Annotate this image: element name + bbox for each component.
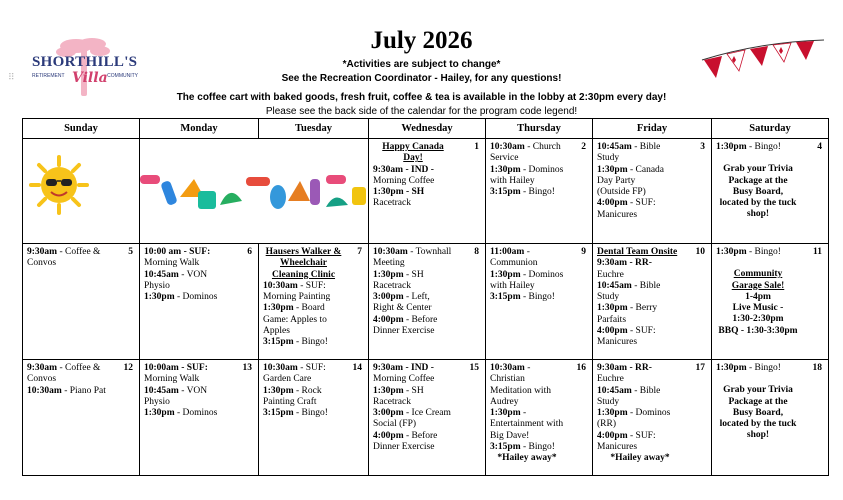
activity-text: - Church [524,142,561,152]
day-number: 12 [123,363,133,373]
activity-time: 1:30pm [373,269,404,280]
activity-text: - Canada [627,164,665,175]
activity-text: - Bingo! [746,142,781,152]
day-number: 1 [474,142,479,152]
event-header: Community [733,269,783,280]
activity-text: - Bible [631,142,661,152]
event-header: Dental Team Onsite [597,247,678,257]
activity-text: - SUF: [627,430,656,441]
day-number: 4 [817,142,822,152]
day-cell [593,244,712,360]
day-number: 2 [581,142,586,152]
activity-text: - Before [403,314,438,325]
activity-text: Parfaits [597,314,627,325]
away-note: *Hailey away* [610,453,670,464]
activity-text: Christian [490,374,525,385]
day-cell [712,360,829,476]
activity-time: 10:45am [597,385,632,396]
activity-time: 3:15pm [263,337,294,348]
activity-text: (RR) [597,419,616,430]
activity-time: 10:00 am - SUF: [144,247,211,257]
trivia-note: shop! [746,430,770,441]
activity-text: - Bingo! [293,337,328,348]
day-number: 14 [352,363,362,373]
day-number: 16 [576,363,586,373]
activity-text: Physio [144,396,170,407]
activity-text: Manicures [597,442,638,453]
activity-time: 9:30am - IND - [373,164,434,175]
day-cell [369,244,486,360]
activity-text: - VON [178,385,208,396]
activity-time: 3:15pm [490,442,521,453]
activity-time: 10:45am [144,269,179,280]
activity-time: 3:00pm [373,408,404,419]
activity-text: Convos [27,374,57,385]
activity-text: with Hailey [490,280,535,291]
activity-text: Manicures [597,337,638,348]
activity-text: Communion [490,258,538,269]
day-cell [486,360,593,476]
trivia-note: Grab your Trivia [723,385,793,396]
activity-text: - Piano Pat [61,385,106,396]
activity-text: Service [490,153,519,164]
trivia-note: Package at the [728,175,788,186]
activity-text: Physio [144,280,170,291]
trivia-note: located by the tuck [719,419,797,430]
activity-text: - Townhall [407,247,452,257]
weekday-header-row [23,119,829,139]
activity-time: 10:30am [490,142,525,152]
day-cell-empty [23,139,140,244]
trivia-note: shop! [746,209,770,220]
day-cell [712,139,829,244]
activity-text: Morning Coffee [373,175,435,186]
activity-time: 10:30am [27,385,62,396]
day-number: 5 [128,247,133,257]
activity-text: - [524,247,530,257]
activity-text: - Before [403,430,438,441]
activity-text: - [520,408,527,419]
activity-time: 10:30am [490,363,525,373]
activity-text: - Dominos [627,408,671,419]
subtitle-change: *Activities are subject to change* [342,59,501,70]
activity-text: - Dominos [174,408,218,419]
day-number: 7 [357,247,362,257]
activity-text: Day Party [597,175,636,186]
activity-text: - Left, [403,292,430,303]
trivia-note: located by the tuck [719,198,797,209]
event-header: Hausers Walker & Wheelchair Cleaning Clinic [265,247,342,280]
activity-time: 1:30pm [490,164,521,175]
activity-time: 10:45am [597,280,632,291]
activity-text: - SUF: [297,363,326,373]
activity-text: - SH [403,385,424,396]
day-number: 18 [812,363,822,373]
day-number: 8 [474,247,479,257]
subtitle-coordinator: See the Recreation Coordinator - Hailey, for any questions! [281,73,562,84]
canada-bunting-icon [700,38,826,88]
activity-time: 9:30am - RR- [597,258,652,269]
activity-time: 3:00pm [373,292,404,303]
activity-time: 4:00pm [597,326,628,337]
activity-text: Morning Painting [263,292,331,303]
weekday-wednesday: Wednesday [369,119,486,139]
activity-text: Meeting [373,258,405,269]
day-cell [369,360,486,476]
day-cell [369,139,486,244]
day-number: 11 [813,247,822,257]
activity-text: Racetrack [373,198,411,209]
event-detail: BBQ - 1:30-3:30pm [718,325,798,336]
event-header: Garage Sale! [731,280,785,291]
activity-text: - SUF: [627,198,656,209]
weekday-tuesday: Tuesday [259,119,369,139]
day-cell [712,244,829,360]
activity-time: 9:30am [27,247,58,257]
activity-time: 3:15pm [490,187,521,198]
summer-items-decoration-icon [138,167,370,217]
weekday-saturday: Saturday [712,119,829,139]
day-cell [259,360,369,476]
activity-text: - Bible [631,280,661,291]
activity-text: Morning Walk [144,258,200,269]
page-title: July 2026 [370,27,473,54]
activity-text: Garden Care [263,374,312,385]
day-number: 13 [242,363,252,373]
activity-text: Study [597,292,620,303]
day-cell [23,360,140,476]
activity-text: Euchre [597,269,624,280]
activity-time: 1:30pm - SH [373,187,425,198]
activity-time: 1:30pm [597,408,628,419]
activity-time: 3:15pm [263,408,294,419]
activity-text: - Dominos [520,164,564,175]
day-cell [486,244,593,360]
activity-time: 1:30pm [597,303,628,314]
activity-time: 1:30pm [490,269,521,280]
activity-text: - Bible [631,385,661,396]
weekday-sunday: Sunday [23,119,140,139]
activity-time: 10:00am - SUF: [144,363,208,373]
activity-text: Morning Coffee [373,374,435,385]
activity-time: 10:30am [373,247,408,257]
away-note: *Hailey away* [497,453,557,464]
trivia-note: Busy Board, [732,186,784,197]
activity-time: 11:00am [490,247,525,257]
activity-time: 4:00pm [597,430,628,441]
activity-text: - Bingo! [520,292,555,303]
activity-time: 9:30am - RR- [597,363,652,373]
logo-name: SHORTHILL'S [32,54,138,70]
day-number: 15 [469,363,479,373]
activity-text: - Bingo! [746,247,781,257]
activity-time: 1:30pm [716,247,747,257]
activity-text: - Board [293,303,325,314]
activity-text: Racetrack [373,280,411,291]
activity-time: 3:15pm [490,292,521,303]
activity-text: - Bingo! [293,408,328,419]
activity-text: Dinner Exercise [373,442,435,453]
sun-icon [29,155,89,215]
activity-text: Racetrack [373,396,411,407]
day-cell [486,139,593,244]
activity-text: - Bingo! [520,442,555,453]
notice-legend: Please see the back side of the calendar for the program code legend! [265,106,578,117]
week-row-2 [23,244,829,360]
logo-sub-left: RETIREMENT [32,73,65,79]
day-number: 10 [695,247,705,257]
day-cell [140,244,259,360]
event-detail: Live Music - [732,303,784,314]
notice-coffee-cart: The coffee cart with baked goods, fresh fruit, coffee & tea is available in the lobby at 2:30pm every day! [176,92,667,103]
activity-text: (Outside FP) [597,187,646,198]
activity-time: 1:30pm [263,303,294,314]
activity-text: Big Dave! [490,430,530,441]
day-number: 3 [700,142,705,152]
trivia-note: Grab your Trivia [723,164,793,175]
activity-time: 4:00pm [373,430,404,441]
activity-text: - [524,363,531,373]
activity-text: Game: Apples to [263,314,327,325]
day-cell-empty [140,139,369,244]
activity-text: - Bingo! [520,187,555,198]
event-header: Happy Canada Day! [382,142,444,164]
activity-text: Apples [263,326,290,337]
activity-text: - Berry [627,303,658,314]
activity-text: - SUF: [297,280,326,291]
weekday-friday: Friday [593,119,712,139]
activity-text: - Dominos [520,269,564,280]
activity-text: Manicures [597,209,638,220]
activity-time: 10:45am [144,385,179,396]
day-cell [23,244,140,360]
weekday-thursday: Thursday [486,119,593,139]
activity-text: Social (FP) [373,419,417,430]
event-detail: 1-4pm [745,291,771,302]
activity-time: 1:30pm [373,385,404,396]
trivia-note: Busy Board, [732,407,784,418]
activity-text: Euchre [597,374,624,385]
day-cell [140,360,259,476]
activity-text: - VON [178,269,208,280]
activity-text: Entertainment with [490,419,564,430]
activity-time: 10:30am [263,280,298,291]
week-row-3 [23,360,829,476]
activity-text: - Coffee & [57,247,101,257]
activity-text: Study [597,153,620,164]
day-number: 9 [581,247,586,257]
activity-text: Convos [27,258,57,269]
activity-text: Meditation with [490,385,551,396]
activity-time: 9:30am - IND - [373,363,434,373]
activity-time: 4:00pm [597,198,628,209]
activity-time: 1:30pm [144,408,175,419]
activity-time: 1:30pm [716,363,747,373]
activity-text: Study [597,396,620,407]
activity-text: - Ice Cream [403,408,451,419]
activity-time: 1:30pm [490,408,521,419]
activity-text: - Coffee & [57,363,101,373]
day-number: 17 [695,363,705,373]
activity-time: 1:30pm [263,385,294,396]
activity-text: - SUF: [627,326,656,337]
logo-sub-right: COMMUNITY [107,73,138,79]
activity-text: - Rock [293,385,322,396]
activity-time: 1:30pm [144,292,175,303]
trivia-note: Package at the [728,396,788,407]
weekday-monday: Monday [140,119,259,139]
day-cell [593,360,712,476]
activity-text: - Dominos [174,292,218,303]
event-detail: 1:30-2:30pm [732,314,784,325]
activity-time: 1:30pm [716,142,747,152]
calendar-grid [22,118,829,476]
activity-time: 10:45am [597,142,632,152]
activity-text: Painting Craft [263,396,317,407]
day-cell [259,244,369,360]
activity-time: 1:30pm [597,164,628,175]
activity-time: 10:30am [263,363,298,373]
day-number: 6 [247,247,252,257]
activity-text: - Bingo! [746,363,781,373]
activity-text: Right & Center [373,303,432,314]
day-cell [593,139,712,244]
activity-time: 9:30am [27,363,58,373]
activity-text: with Hailey [490,175,535,186]
activity-time: 4:00pm [373,314,404,325]
activity-text: - SH [403,269,424,280]
drag-handle-icon[interactable]: ⠿ [8,73,15,83]
activity-text: Morning Walk [144,374,200,385]
activity-text: Dinner Exercise [373,326,435,337]
logo-script: Villa [72,70,108,86]
week-row-1 [23,139,829,244]
activity-text: Audrey [490,396,519,407]
